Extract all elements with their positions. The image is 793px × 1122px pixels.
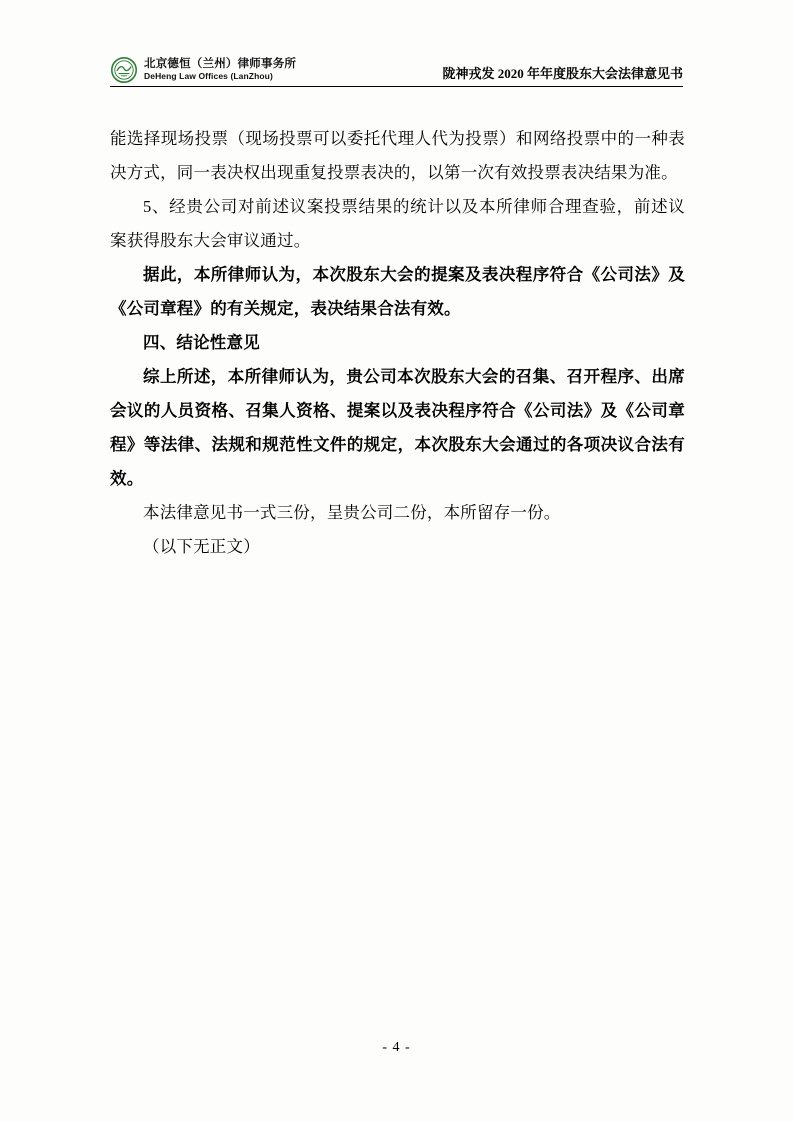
deheng-seal-icon (110, 56, 138, 84)
paragraph-copies: 本法律意见书一式三份，呈贵公司二份，本所留存一份。 (143, 503, 561, 522)
document-body (110, 122, 685, 564)
page-header (110, 44, 683, 88)
firm-name-en: DeHeng Law Offices (LanZhou) (144, 71, 273, 82)
header-divider (110, 86, 683, 87)
firm-identity (110, 56, 296, 84)
firm-name-cn: 北京德恒（兰州）律师事务所 (144, 58, 297, 70)
paragraph-item-5: 5、经贵公司对前述议案投票结果的统计以及本所律师合理查验，前述议案获得股东大会审议通过。 (110, 197, 685, 250)
paragraph-conclusion-vote: 据此，本所律师认为，本次股东大会的提案及表决程序符合《公司法》及《公司章程》的有关规定，表决结果合法有效。 (110, 265, 685, 318)
page-number: - 4 - (382, 1040, 411, 1055)
paragraph-continuation: 能选择现场投票（现场投票可以委托代理人代为投票）和网络投票中的一种表决方式，同一表决权出现重复投票表决的，以第一次有效投票表决结果为准。 (110, 129, 685, 182)
paragraph-overall-conclusion: 综上所述，本所律师认为，贵公司本次股东大会的召集、召开程序、出席会议的人员资格、召集人资格、提案以及表决程序符合《公司法》及《公司章程》等法律、法规和规范性文件的规定，本次股东大会通过的各项决议合法有效。 (110, 367, 685, 488)
paragraph-no-text-below: （以下无正文） (143, 537, 260, 556)
section-heading-4: 四、结论性意见 (143, 333, 260, 352)
document-header-title: 陇神戎发 2020 年年度股东大会法律意见书 (442, 66, 683, 81)
